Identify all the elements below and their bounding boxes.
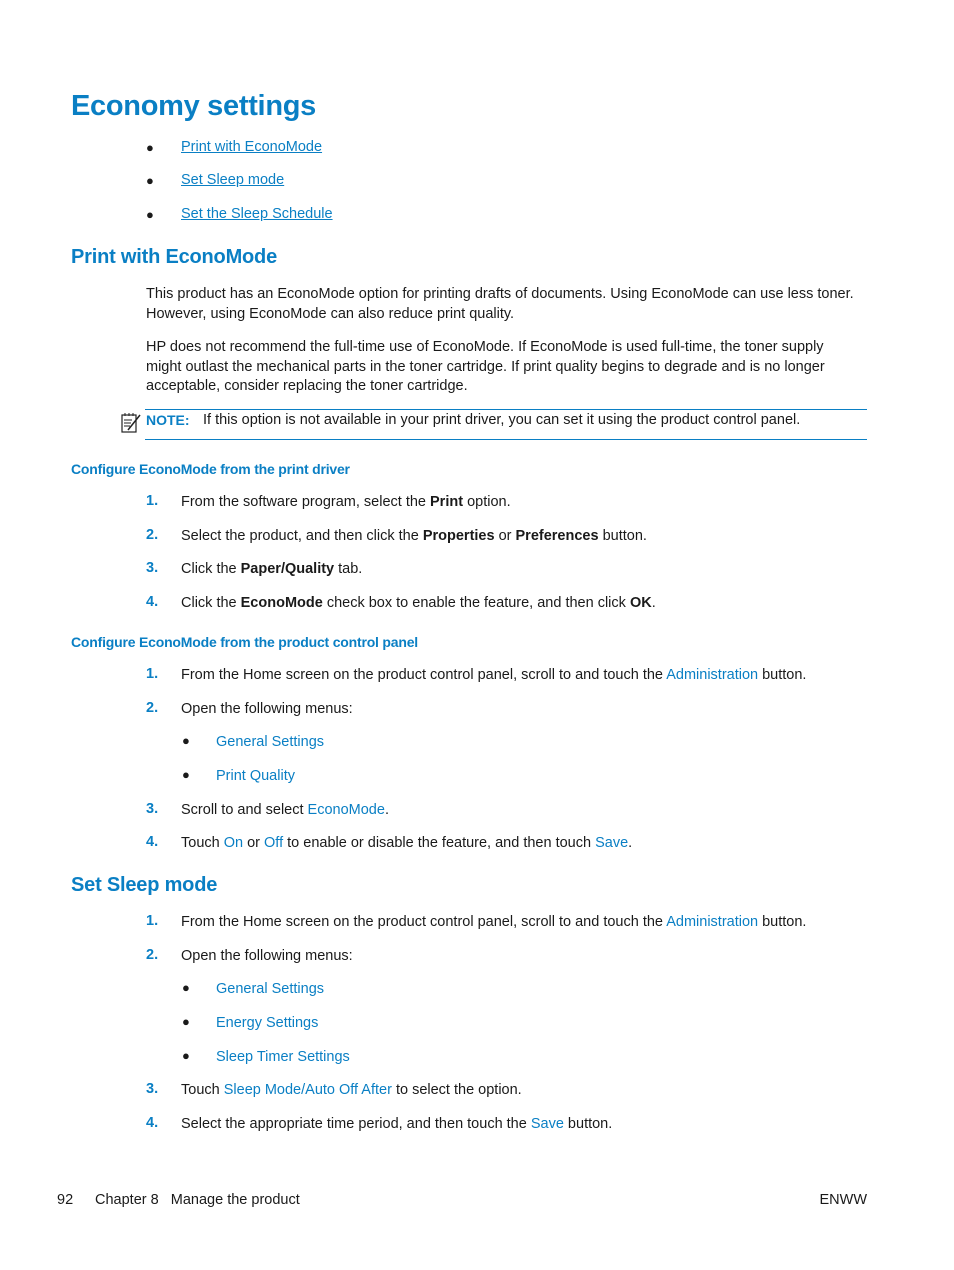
page-number: 92 xyxy=(57,1192,74,1208)
bullet: ● xyxy=(182,980,190,995)
bullet: ● xyxy=(182,733,190,748)
menu-item: General Settings xyxy=(216,734,325,750)
footer-chapter: Chapter 8 Manage the product xyxy=(95,1192,300,1208)
note-rule-bottom xyxy=(145,439,867,440)
step-text: Click the Paper/Quality tab. xyxy=(181,561,363,577)
bullet: ● xyxy=(146,173,154,188)
step-number: 1. xyxy=(146,493,159,509)
step-text: Scroll to and select EconoMode. xyxy=(181,802,389,818)
section-heading-econo: Print with EconoMode xyxy=(71,246,277,268)
step-number: 2. xyxy=(146,700,159,716)
toc-link-schedule[interactable]: Set the Sleep Schedule xyxy=(181,206,333,222)
step-number: 4. xyxy=(146,1115,159,1131)
step-number: 3. xyxy=(146,801,159,817)
note-icon xyxy=(120,412,142,434)
subheading-control-panel: Configure EconoMode from the product control panel xyxy=(71,634,418,650)
step-number: 3. xyxy=(146,1081,159,1097)
bullet: ● xyxy=(182,1014,190,1029)
step-text: Touch Sleep Mode/Auto Off After to select the option. xyxy=(181,1082,522,1098)
footer-enww: ENWW xyxy=(819,1192,867,1208)
page-title: Economy settings xyxy=(71,90,316,122)
note-text: If this option is not available in your print driver, you can set it using the product control panel. xyxy=(203,412,801,428)
step-text: Open the following menus: xyxy=(181,948,353,964)
step-text: Open the following menus: xyxy=(181,701,353,717)
step-text: From the software program, select the Print option. xyxy=(181,494,511,510)
step-text: From the Home screen on the product control panel, scroll to and touch the Administration button. xyxy=(181,667,807,683)
bullet: ● xyxy=(146,140,154,155)
menu-item: Energy Settings xyxy=(216,1015,319,1031)
step-number: 4. xyxy=(146,594,159,610)
section-heading-sleep: Set Sleep mode xyxy=(71,874,218,896)
para-2-line-3: acceptable, consider replacing the toner cartridge. xyxy=(146,378,468,394)
menu-item: General Settings xyxy=(216,981,325,997)
step-number: 4. xyxy=(146,834,159,850)
para-2-line-2: might outlast the mechanical parts in the toner cartridge. If print quality begins to degrade and is no longer xyxy=(146,359,825,375)
toc-link-econo[interactable]: Print with EconoMode xyxy=(181,139,323,155)
step-number: 1. xyxy=(146,666,159,682)
note-label: NOTE: xyxy=(146,412,190,428)
bullet: ● xyxy=(182,767,190,782)
para-1-line-1: This product has an EconoMode option for printing drafts of documents. Using EconoMode can use less toner. xyxy=(146,286,854,302)
step-text: Click the EconoMode check box to enable the feature, and then click OK. xyxy=(181,595,656,611)
subheading-print-driver: Configure EconoMode from the print driver xyxy=(71,461,350,477)
bullet: ● xyxy=(146,207,154,222)
step-number: 3. xyxy=(146,560,159,576)
step-text: Select the appropriate time period, and then touch the Save button. xyxy=(181,1116,613,1132)
menu-item: Sleep Timer Settings xyxy=(216,1049,350,1065)
para-1-line-2: However, using EconoMode can also reduce print quality. xyxy=(146,306,515,322)
para-2-line-1: HP does not recommend the full-time use of EconoMode. If EconoMode is used full-time, the toner supply xyxy=(146,339,824,355)
step-text: Select the product, and then click the Properties or Preferences button. xyxy=(181,528,647,544)
step-number: 2. xyxy=(146,947,159,963)
step-number: 2. xyxy=(146,527,159,543)
step-text: From the Home screen on the product control panel, scroll to and touch the Administration button. xyxy=(181,914,807,930)
bullet: ● xyxy=(182,1048,190,1063)
step-text: Touch On or Off to enable or disable the feature, and then touch Save. xyxy=(181,835,633,851)
menu-item: Print Quality xyxy=(216,768,295,784)
toc-link-sleep[interactable]: Set Sleep mode xyxy=(181,172,285,188)
step-number: 1. xyxy=(146,913,159,929)
